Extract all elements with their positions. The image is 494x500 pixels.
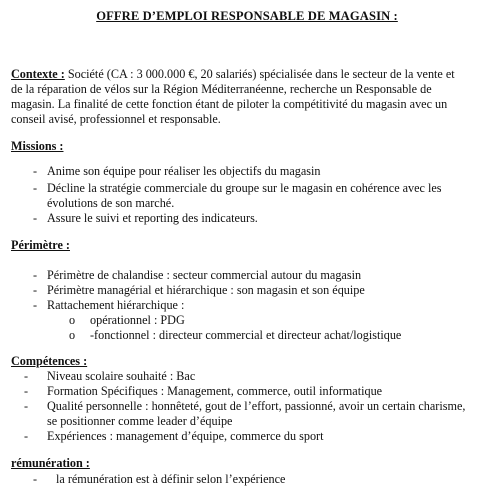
competence-item-1: Niveau scolaire souhaité : Bac xyxy=(47,369,196,383)
list-dash: - xyxy=(33,164,38,178)
list-dash: - xyxy=(33,472,38,486)
mission-item-2: Décline la stratégie commerciale du groupe sur le magasin en cohérence avec les évolutions de son marché. xyxy=(47,181,442,210)
list-dash: - xyxy=(33,268,38,282)
contexte-line-1: Contexte : Société (CA : 3 000.000 €, 20 salariés) spécialisée dans le secteur de la vente et xyxy=(11,67,455,81)
perimetre-subitem-2: -fonctionnel : directeur commercial et directeur achat/logistique xyxy=(90,328,402,342)
document-title: OFFRE D’EMPLOI RESPONSABLE DE MAGASIN : xyxy=(96,9,398,23)
perimetre-item-3: Rattachement hiérarchique : xyxy=(47,298,185,312)
list-dash: - xyxy=(33,283,38,297)
contexte-line-3: magasin. La finalité de cette fonction étant de piloter la compétitivité du magasin avec un xyxy=(11,97,448,111)
contexte-line-2: de la réparation de vélos sur la Région Méditerranéenne, recherche un Responsable de xyxy=(11,82,432,96)
competences-heading: Compétences : xyxy=(11,354,88,368)
list-dash: - xyxy=(33,181,38,195)
list-dash: - xyxy=(33,211,38,225)
remuneration-heading: rémunération : xyxy=(11,456,90,470)
contexte-section xyxy=(11,67,487,127)
remuneration-item-1: la rémunération est à définir selon l’expérience xyxy=(56,472,286,486)
mission-item-1: Anime son équipe pour réaliser les objectifs du magasin xyxy=(47,164,321,178)
perimetre-item-2: Périmètre managérial et hiérarchique : son magasin et son équipe xyxy=(47,283,365,297)
competence-item-3: Qualité personnelle : honnêteté, gout de l’effort, passionné, avoir un certain charisme, se positionner comme leader d’équipe xyxy=(47,399,466,428)
contexte-heading: Contexte : xyxy=(11,67,65,81)
perimetre-subitem-1: opérationnel : PDG xyxy=(90,313,185,327)
contexte-line-4: conseil avisé, professionnel et responsable. xyxy=(11,112,221,126)
mission-item-3: Assure le suivi et reporting des indicateurs. xyxy=(47,211,258,225)
perimetre-item-1: Périmètre de chalandise : secteur commercial autour du magasin xyxy=(47,268,362,282)
circle-bullet-icon: o xyxy=(69,313,76,327)
circle-bullet-icon: o xyxy=(69,328,76,342)
list-dash: - xyxy=(33,298,38,312)
list-dash: - xyxy=(24,399,29,413)
list-dash: - xyxy=(24,429,29,443)
competence-item-4: Expériences : management d’équipe, commerce du sport xyxy=(47,429,324,443)
missions-heading: Missions : xyxy=(11,139,64,153)
competence-item-2: Formation Spécifiques : Management, commerce, outil informatique xyxy=(47,384,383,398)
list-dash: - xyxy=(24,384,29,398)
perimetre-heading: Périmètre : xyxy=(11,238,70,252)
list-dash: - xyxy=(24,369,29,383)
